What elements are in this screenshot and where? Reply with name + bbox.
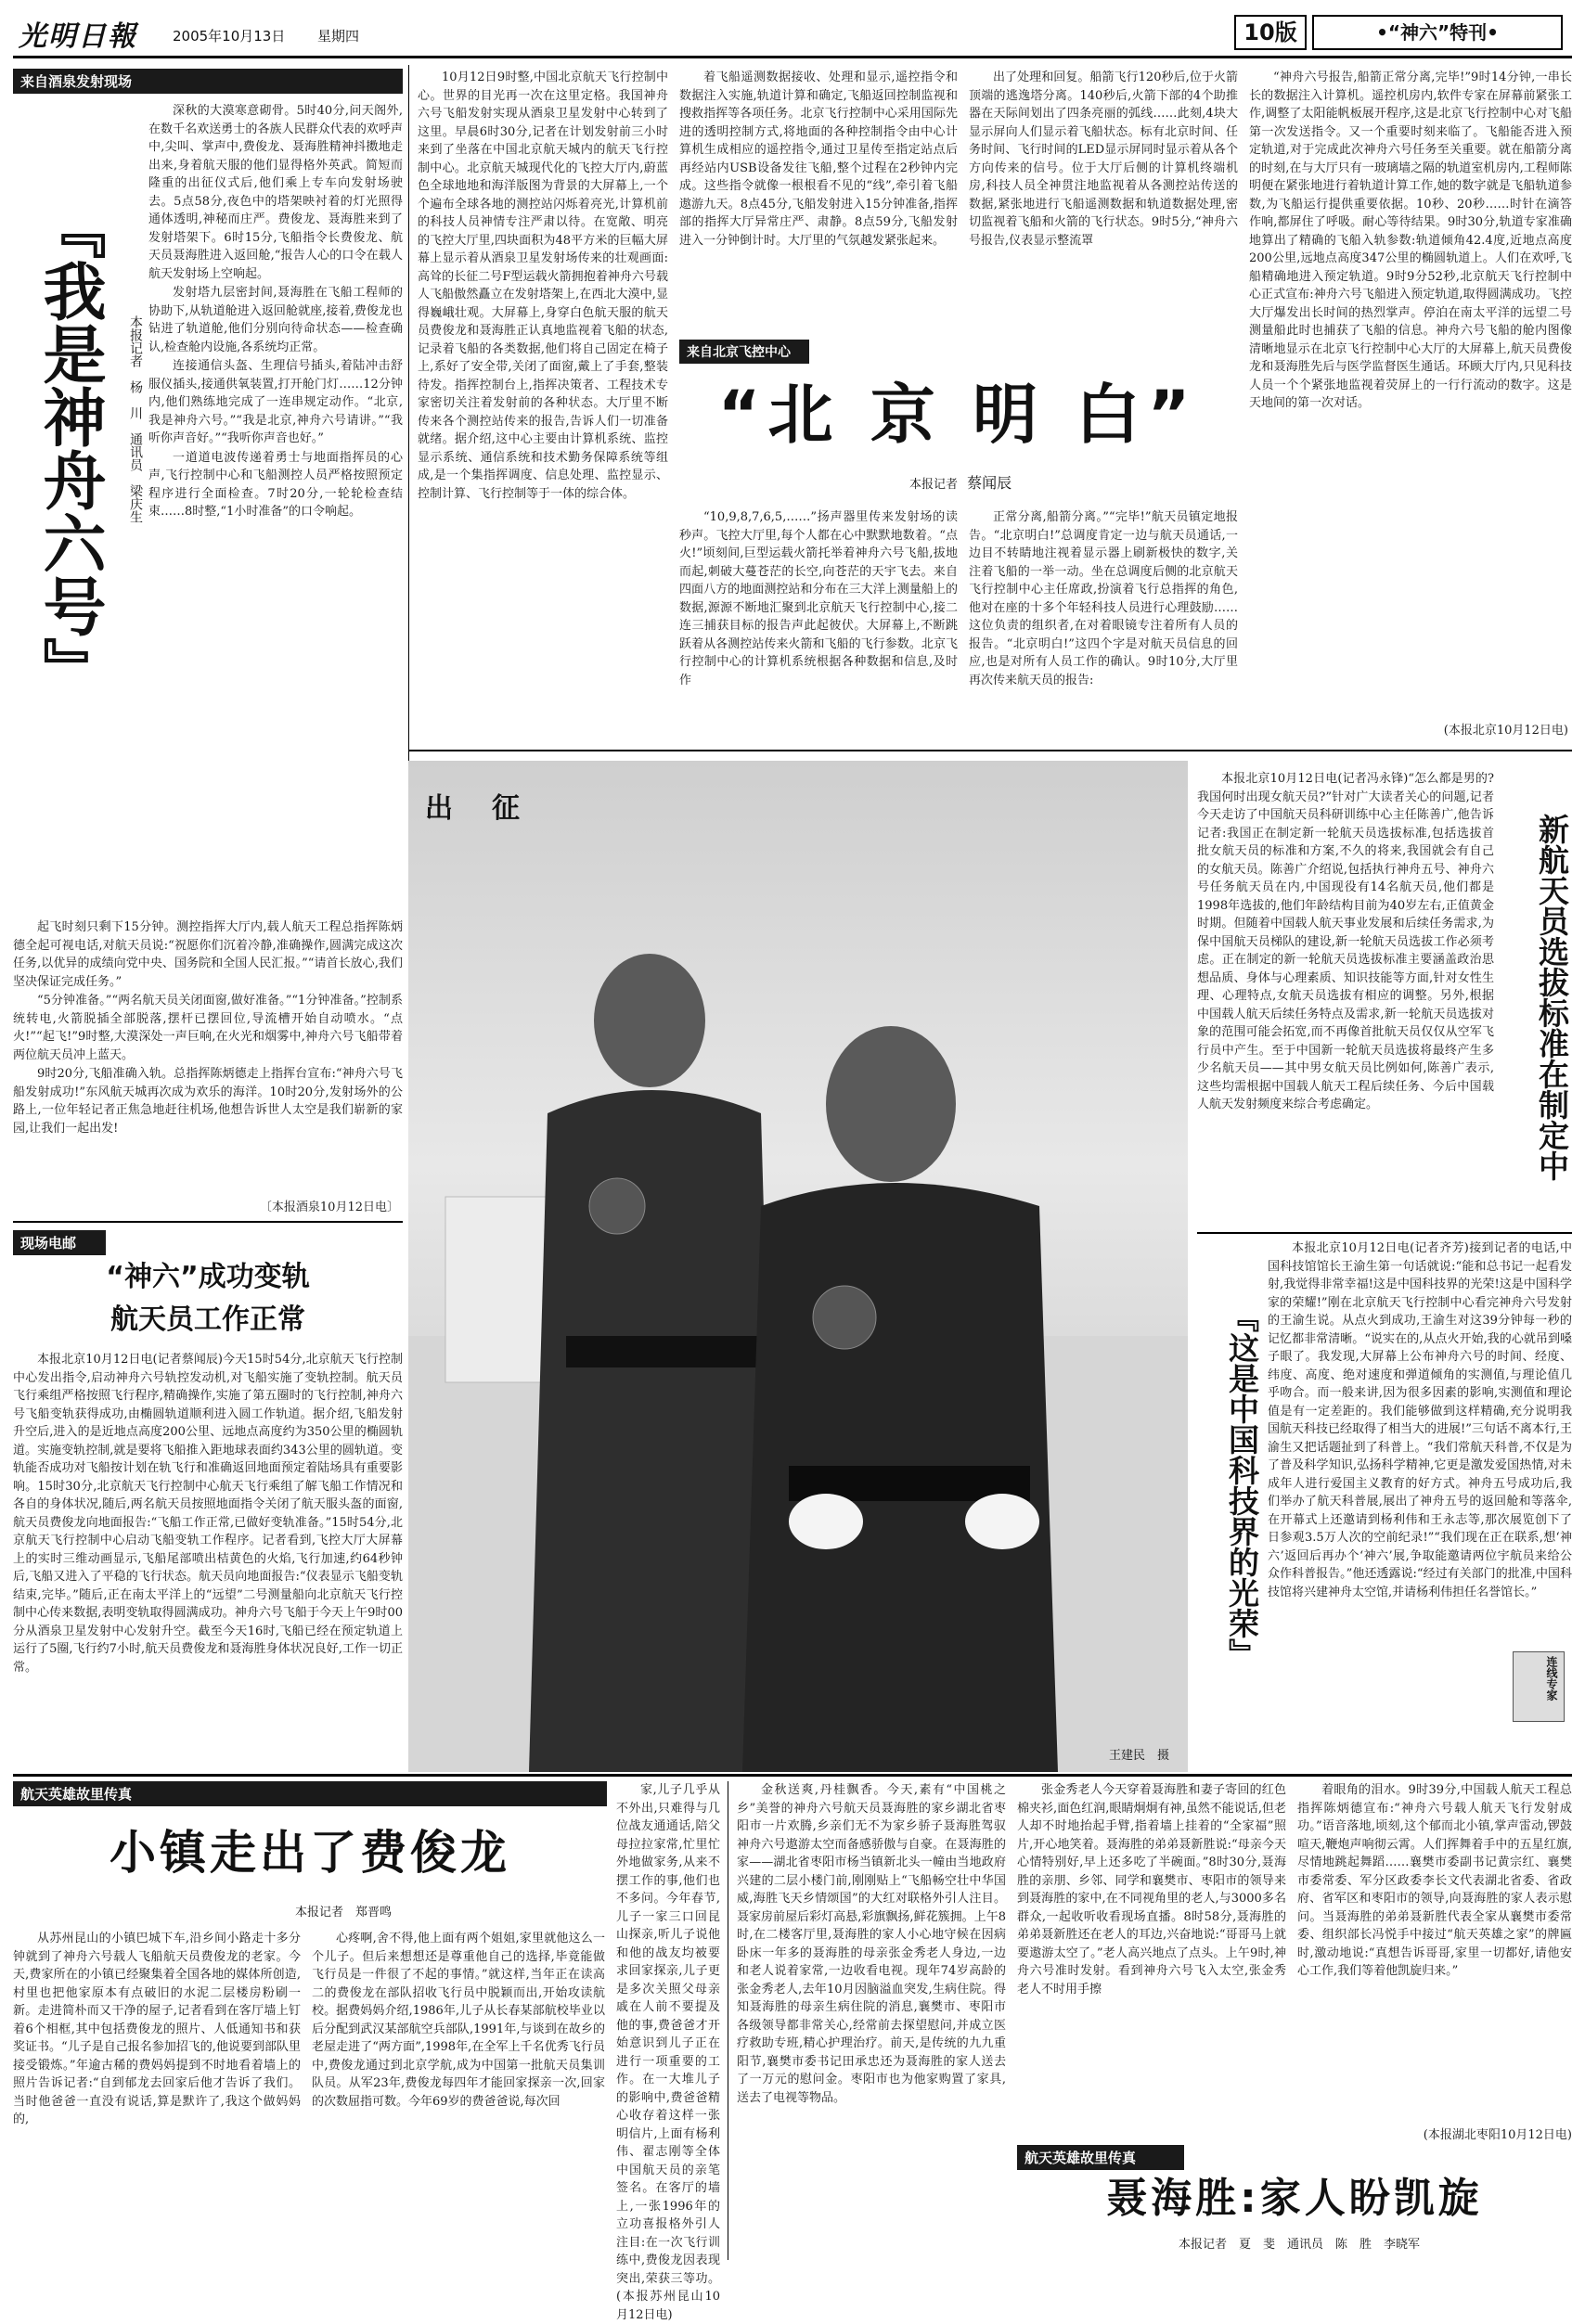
beijing-text-6: “神舟六号报告,船箭正常分离,完毕!”9时14分钟,一串长长的数据注入计算机。遥控机房内,软件专家在屏幕前紧张工作,调整了太阳能帆板展开程序,这是北京飞行控制中心对飞船第一次发送指令。又一个重要时刻来临了。飞船能否进入预定轨道,对于完成此次神舟六号任务至关重要。就在船箭分离的时刻,在与大厅只有一玻璃墙之隔的轨道室机房内,工程师陈明便在紧张地进行着轨道计算工作,她的数字就是飞船轨道参数,为飞船运行提供重要依据。10秒、20秒……时针在滴答作响,都屏住了呼吸。耐心等待结果。9时30分,轨道专家准确地算出了精确的飞船入轨参数:轨道倾角42.4度,近地点高度200公里,远地点高度347公里的椭圆轨道上。人们在欢呼,飞船精确地进入预定轨道。9时9分52秒,北京航天飞行控制中心正式宣布:神舟六号飞船进入预定轨道,取得圆满成功。飞控大厅爆发出长时间的热烈掌声。停泊在南太平洋的远望二号测量船此时也捕获了飞船的信息。神舟六号飞船的舱内图像清晰地显示在北京飞行控制中心大厅的大屏幕上,航天员费俊龙和聂海胜先后与医学监督医生通话。环顾大厅内,只见科技人员一个个紧张地监视着荧屏上的一行行流动的数字。这是天地间的第一次对话。 xyxy=(1249,71,1572,410)
nie-text-3: 着眼角的泪水。9时39分,中国载人航天工程总指挥陈炳德宣布:“神舟六号载人航天飞行发射成功。”语音落地,顷刻,这个郁而北小镇,掌声雷动,锣鼓喧天,鞭炮声响彻云霄。人们挥舞着手中的五星红旗,尽情地跳起舞蹈……襄樊市委副书记黄宗红、襄樊市委常委、军分区政委李长文代表湖北省委、省政府、省军区和枣阳市的领导,向聂海胜的家人表示慰问。当聂海胜的弟弟聂新胜代表全家从襄樊市委常委、组织部长冯悦手中接过“航天英雄之家”的牌匾时,激动地说:“真想告诉哥哥,家里一切都好,请他安心工作,我们等着他凯旋归来。” xyxy=(1297,1783,1572,1978)
nie-col-3 xyxy=(1297,1781,1572,2125)
hero-section-tag: 航天英雄故里传真 xyxy=(13,1781,607,1806)
orbit-headline-1: “神六”成功变轨 xyxy=(106,1261,310,1293)
selection-headline: 新航天员选拔标准在制定中 xyxy=(1534,814,1570,1181)
beijing-col-6 xyxy=(1249,69,1572,718)
orbit-headline-2: 航天员工作正常 xyxy=(110,1303,305,1336)
issue-weekday: 星期四 xyxy=(317,28,360,45)
expert-label: 连线专家 xyxy=(1545,1656,1558,1701)
orbit-section-tag: 现场电邮 xyxy=(13,1230,106,1255)
jiuquan-dateline: 〔本报酒泉10月12日电〕 xyxy=(259,1201,399,1214)
nie-headline: 聂海胜:家人盼凯旋 xyxy=(1106,2175,1483,2222)
photo-credit: 王建民 摄 xyxy=(1108,1749,1169,1763)
jiuquan-body-top xyxy=(148,102,403,918)
nie-col-1 xyxy=(737,1781,1006,2260)
masthead xyxy=(0,0,1585,65)
newspaper-logo: 光明日報 xyxy=(19,20,137,53)
hero-byline: 本报记者 郑晋鸣 xyxy=(294,1906,392,1920)
beijing-text-5: 正常分离,船箭分离。”“完毕!”航天员镇定地报告。“北京明白!”总调度肯定一边与航天员通话,一边目不转睛地注视着显示器上刷新极快的数字,关注着飞船的一举一动。坐在总调度后侧的北京航天飞行控制中心主任席政,扮演着飞行总指挥的角色,他对在座的十多个年轻科技人员进行心理鼓励……这位负责的组织者,在对着眼镜专注着所有人员的报告。“北京明白!”这四个字是对航天员信息的回应,也是对所有人员工作的确认。9时10分,大厅里再次传来航天员的报告: xyxy=(969,510,1238,687)
hero-headline: 小镇走出了费俊龙 xyxy=(110,1826,510,1880)
beijing-col-5 xyxy=(969,508,1238,740)
section-title: •“神六”特刊• xyxy=(1312,15,1563,50)
beijing-col-3 xyxy=(969,69,1238,328)
jiuquan-para-7: 9时20分,飞船准确入轨。总指挥陈炳德走上指挥台宣布:“神舟六号飞船发射成功!”东风航天城再次成为欢乐的海洋。10时20分,发射场外的公路上,一位年轻记者正焦急地赶往机场,他想告诉世人太空是我们崭新的家园,让我们一起出发! xyxy=(13,1067,403,1136)
jiuquan-byline: 本报记者 杨 川 通讯员 梁庆生 xyxy=(128,315,143,523)
expert-text: 本报北京10月12日电(记者齐芳)接到记者的电话,中国科技馆馆长王渝生第一句话就说:“能和总书记一起看发射,我觉得非常幸福!这是中国科技界的光荣!这是中国科学家的荣耀!”刚在北京航天飞行控制中心看完神舟六号发射的王渝生说。从点火到成功,王渝生对这39分钟每一秒的记忆都非常清晰。“说实在的,从点火开始,我的心就吊到嗓子眼了。我发现,大屏幕上公布神舟六号的时间、经度、纬度、高度、绝对速度和弹道倾角的实测值,与理论值几乎吻合。而一般来讲,因为很多因素的影响,实测值和理论值是有一定差距的。我们能够做到这样精确,充分说明我国航天科技已经取得了相当大的进展!”三句话不离本行,王渝生又把话题扯到了科普上。“我们常航天科普,不仅是为了普及科学知识,弘扬科学精神,它更是激发爱国热情,对未成年人进行爱国主义教育的好方式。神舟五号成功后,我们举办了航天科普展,展出了神舟五号的返回舱和等落伞,在开幕式上还邀请到杨利伟和王永志等,那次展览创下了日参观3.5万人次的空前纪录!”“我们现在正在联系,想‘神六’返回后再办个‘神六’展,争取能邀请两位宇航员来给公众作科普报告。”他还透露说:“经过有关部门的批准,中国科技馆将兴建神舟太空馆,并请杨利伟担任名誉馆长。” xyxy=(1268,1241,1573,1599)
masthead-rule xyxy=(13,56,1572,58)
issue-date: 2005年10月13日 xyxy=(173,28,286,45)
beijing-col-4 xyxy=(679,508,958,740)
jiuquan-para-3: 连接通信头盔、生理信号插头,着陆冲击舒服仪插头,接通供氧装置,打开舱门灯……12分钟内,他们熟练地完成了一连串规定动作。“北京,我是神舟六号。”“我是北京,神舟六号请讲。”“我听你声音好。”“我听你声音也好。” xyxy=(148,359,403,445)
hero-text-1: 从苏州昆山的小镇巴城下车,沿乡间小路走十多分钟就到了神舟六号载人飞船航天员费俊龙的老家。今天,费家所在的小镇已经聚集着全国各地的媒体所创造,村里也把他家原本有点破旧的水泥二层楼房粉刷一新。走进简朴而又干净的屋子,记者看到在客厅墙上钉着6个相框,其中包括费俊龙的照片、人低通知书和获奖证书。“儿子是自己报名参加招飞的,他说要到部队里接受锻炼。”年逾古稀的费妈妈提到不时地看着墙上的照片告诉记者:“自到郁龙去回家后他才告诉了我们。当时他爸爸一直没有说话,算是默许了,我这个做妈妈的, xyxy=(13,1932,301,2126)
beijing-col-2 xyxy=(679,69,958,328)
jiuquan-body-bottom xyxy=(13,918,403,1197)
expert-headline: 『这是中国科技界的光荣』 xyxy=(1224,1302,1260,1669)
selection-text: 本报北京10月12日电(记者冯永锋)“怎么都是男的?我国何时出现女航天员?”针对广大读者关心的问题,记者今天走访了中国航天员科研训练中心主任陈善广,他告诉记者:我国正在制定新一轮航天员选拔标准,包括选拔首批女航天员的标准和方案,不久的将来,我国就会有自己的女航天员。陈善广介绍说,包括执行神舟五号、神舟六号任务航天员在内,中国现役有14名航天员,他们都是1998年选拔的,他们年龄结构目前为40岁左右,正值黄金时期。但随着中国载人航天事业发展和后续任务需求,为保中国航天员梯队的建设,新一轮航天员选拔工作必须考虑。正在制定的新一轮航天员选拔标准主要涵盖政治思想品质、身体与心理素质、知识技能等方面,针对女性生理、心理特点,女航天员选拔有相应的调整。另外,根据中国载人航天后续任务特点及需求,新一轮航天员选拔对象的范围可能会拓宽,而不再像首批航天员仅仅从空军飞行员中产生。至于中国新一轮航天员选拔将最终产生多少名航天员——其中男女航天员比例如何,陈善广表示,这些均需根据中国载人航天工程后续任务、今后中国载人航天发射频度来综合考虑确定。 xyxy=(1197,772,1494,1111)
nie-section-tag: 航天英雄故里传真 xyxy=(1017,2145,1184,2170)
hero-col-3 xyxy=(616,1781,720,2322)
beijing-byline-label: 本报记者 xyxy=(909,478,959,492)
nie-text-2: 张金秀老人今天穿着聂海胜和妻子寄回的红色棉夹衫,面色红润,眼睛炯炯有神,虽然不能说话,但老人却不时地抬起手臂,指着墙上挂着的“全家福”照片,开心地笑着。聂海胜的弟弟聂新胜说:“母亲今天心情特别好,早上还多吃了半碗面。”8时30分,聂海胜的亲朋、乡邻、同学和襄樊市、枣阳市的领导来到聂海胜的家中,在不同视角里的老人,与3000多名群众,一起收听收看现场直播。8时58分,聂海胜的弟弟聂新胜还在老人的耳边,兴奋地说:“哥哥马上就要遨游太空了。”老人高兴地点了点头。上午9时,神舟六号准时发射。看到神舟六号飞入太空,张金秀老人不时用手擦 xyxy=(1017,1783,1286,1997)
expert-label-box xyxy=(1513,1651,1565,1722)
jiuquan-para-2: 发射塔九层密封间,聂海胜在飞船工程师的协助下,从轨道舱进入返回舱就座,接着,费俊龙也钻进了轨道舱,他们分别向待命状态——检查确认,检查舱内设施,各系统均正常。 xyxy=(148,286,403,354)
jiuquan-para-4: 一道道电波传递着勇士与地面指挥员的心声,飞行控制中心和飞船测控人员严格按照预定程序进行全面检查。7时20分,一轮轮检查结束……8时整,“1小时准备”的口令响起。 xyxy=(148,450,403,519)
hero-col-1 xyxy=(13,1930,301,2260)
nie-text-1: 金秋送爽,丹桂飘香。今天,素有“中国桃之乡”美誉的神舟六号航天员聂海胜的家乡湖北省枣阳市一片欢腾,乡亲们无不为家乡骄子聂海胜驾驭神舟六号遨游太空而备感骄傲与自豪。在聂海胜的家——湖北省枣阳市杨当镇新北头一幢由当地政府兴建的二层小楼门前,刚刚贴上“飞船畅空壮中华国威,海胜飞天乡情颂国”的大红对联格外引人注目。聂家房前屋后彩灯高悬,彩旗飘扬,鲜花簇拥。上午8时,在二楼客厅里,聂海胜的家人小心地守候在因病卧床一年多的聂海胜的母亲张金秀老人身边,一边和老人说着家常,一边收看电视。现年74岁高龄的张金秀老人,去年10月因脑溢血突发,生病住院。得知聂海胜的母亲生病住院的消息,襄樊市、枣阳市各级领导都非常关心,经常前去探望慰问,并成立医疗救助专班,精心护理治疗。前天,是传统的九九重阳节,襄樊市委书记田承忠还为聂海胜的家人送去了一万元的慰问金。枣阳市也为他家购置了家具,送去了电视等物品。 xyxy=(737,1783,1006,2105)
hero-col-2 xyxy=(312,1930,605,2260)
beijing-headline: “北 京 明 白” xyxy=(717,377,1198,453)
orbit-text: 本报北京10月12日电(记者蔡闻辰)今天15时54分,北京航天飞行控制中心发出指令,启动神舟六号轨控发动机,对飞船实施了变轨控制。航天员飞行乘组严格按照飞行程序,精确操作,实施了第五圈时的飞行控制,神舟六号飞船变轨获得成功,由椭圆轨道顺利进入圆工作轨道。据介绍,飞船发射升空后,进入的是近地点高度200公里、远地点高度约为350公里的椭圆轨道。实施变轨控制,就是要将飞船推入距地球表面约343公里的圆轨道。变轨能否成功对飞船按计划在轨飞行和准确返回地面预定着陆场具有重要影响。15时30分,北京航天飞行控制中心航天飞行乘组了解飞船工作情况和各自的身体状况,随后,两名航天员按照地面指令关闭了航天服头盔的面窗,航天员费俊龙向地面报告:“飞船工作正常,已做好变轨准备。”15时54分,北京航天飞行控制中心启动飞船变轨工作程序。记者看到,飞控大厅大屏幕上的实时三维动画显示,飞船尾部喷出桔黄色的火焰,飞行加速,约64秒钟后,飞船又进入了平稳的飞行状态。航天员向地面报告:“仪表显示飞船变轨结束,完毕。”随后,正在南太平洋上的“远望”二号测量船向北京航天飞行控制中心传来数据,表明变轨取得圆满成功。神舟六号飞船于今天上午9时00分从酒泉卫星发射中心发射升空。截至今天16时,飞船已经在预定轨道上运行了5圈,飞行约7小时,航天员费俊龙和聂海胜身体状况良好,工作一切正常。 xyxy=(13,1353,403,1675)
beijing-byline xyxy=(909,471,1095,493)
orbit-body xyxy=(13,1351,403,1768)
beijing-col-1 xyxy=(418,69,668,737)
orbit-top-rule xyxy=(13,1221,403,1223)
cosmonauts-photo xyxy=(408,761,1188,1772)
beijing-byline-name: 蔡闻辰 xyxy=(967,474,1012,492)
beijing-text-3: 出了处理和回复。船箭飞行120秒后,位于火箭顶端的逃逸塔分离。140秒后,火箭下部的4个助推器在天际间划出了四条亮丽的弧线……此刻,4块大显示屏向人们显示着飞船状态。标有北京时间、任务时间、飞行时间的LED显示屏同时显示着从各个方向传来的信号。位于大厅后侧的计算机终端机房,科技人员全神贯注地监视着从各测控站传送的数据,紧张地进行飞船遥测数据和轨道数据处理,密切监视着飞船和火箭的飞行状态。9时5分,“神舟六号报告,仪表显示整流罩 xyxy=(969,71,1238,248)
cosmonauts-illustration xyxy=(408,761,1188,1772)
beijing-text-1: 10月12日9时整,中国北京航天飞行控制中心。世界的目光再一次在这里定格。我国神舟六号飞船发射实现从酒泉卫星发射中心转到了这里。早晨6时30分,记者在计划发射前三小时来到了坐落在中国北京航天城内的航天飞行控制中心。北京航天城现代化的飞控大厅内,蔚蓝色全球地地和海洋版图为背景的大屏幕上,一个个遍布全球各地的测控站闪烁着亮光,计算机前的科技人员神情专注严肃以待。在宽敞、明亮的飞控大厅里,四块面积为48平方米的巨幅大屏幕上显示着从酒泉卫星发射场传来的壮观画面:高耸的长征二号F型运载火箭拥抱着神舟六号载人飞船傲然矗立在发射塔架上,在西北大漠中,显得巍峨壮观。大屏幕上,身穿白色航天服的航天员费俊龙和聂海胜正认真地监视着飞船的状态,记录着飞船的各类数据,他们将自己固定在椅子上,系好了安全带,关闭了面窗,戴上了手套,整装待发。指挥控制台上,指挥决策者、工程技术专家密切关注着发射前的各种状态。大厅里不断传来各个测控站传来的报告,告诉人们一切准备就绪。据介绍,这中心主要由计算机系统、监控显示系统、通信系统和技术勤务保障系统等组成,是一个集指挥调度、信息处理、监控显示、控制计算、飞行控制等于一体的综合体。 xyxy=(418,71,668,501)
jiuquan-para-1: 深秋的大漠寒意砌骨。5时40分,问天阁外,在数千名欢送勇士的各族人民群众代表的欢呼声中,尖叫、掌声中,费俊龙、聂海胜精神抖擞地走出来,身着航天服的他们显得格外英武。简短而隆重的出征仪式后,他们乘上专车向发射场驶去。5点58分,夜色中的塔架映衬着的灯光照得通体透明,神秘而庄严。费俊龙、聂海胜来到了发射塔架下。6时15分,飞船指令长费俊龙、航天员聂海胜进入返回舱,“报告人心的口令在载人航天发射场上空响起。 xyxy=(148,104,403,281)
selection-body xyxy=(1197,770,1494,1225)
jiuquan-headline: 『我是神舟六号』 xyxy=(32,196,106,700)
selection-bottom-rule xyxy=(1197,1232,1572,1234)
hero-text-2: 心疼啊,舍不得,他上面有两个姐姐,家里就他这么一个儿子。但后来想想还是尊重他自己的选择,毕竟能做飞行员是一件很了不起的事情。”就这样,当年正在读高二的费俊龙在部队招收飞行员中脱颖而出,开始攻读航校。据费妈妈介绍,1986年,儿子从长春某部航校毕业以后分配到武汉某部航空兵部队,1991年,与谈到在故乡的老屋走进了“两方面”,1998年,在全军上千名优秀飞行员中,费俊龙通过到北京学航,成为中国第一批航天员集训队员。从军23年,费俊龙每四年才能回家探亲一次,回家的次数屈指可数。今年69岁的费爸爸说,每次回 xyxy=(312,1932,605,2109)
beijing-bottom-rule xyxy=(408,750,1572,751)
beijing-text-4: “10,9,8,7,6,5,……”扬声器里传来发射场的读秒声。飞控大厅里,每个人都在心中默默地数着。“点火!”顷刻间,巨型运载火箭托举着神舟六号飞船,拔地而起,刺破大蔓苍茫的长空,向苍茫的天宇飞去。来自四面八方的地面测控站和分布在三大洋上测量船上的数据,源源不断地汇聚到北京航天飞行控制中心,接二连三捕获目标的报告声此起彼伏。大屏幕上,不断跳跃着从各测控站传来火箭和飞船的飞行参数。北京飞行控制中心的计算机系统根据各种数据和信息,及时作 xyxy=(679,510,958,687)
nie-byline: 本报记者 夏 斐 通讯员 陈 胜 李晓军 xyxy=(1178,2238,1420,2252)
photo-caption: 出 征 xyxy=(425,792,525,825)
page-number: 10版 xyxy=(1234,15,1307,50)
jiuquan-para-6: “5分钟准备。”“两名航天员关闭面窗,做好准备。”“1分钟准备。”控制系统转电,火箭脱插全部脱落,摆杆已摆回位,导流槽开始自动喷水。“点火!”“起飞!”9时整,大漠深处一声巨响,在火光和烟雾中,神舟六号飞船带着两位航天员冲上蓝天。 xyxy=(13,994,403,1062)
beijing-dateline: (本报北京10月12日电) xyxy=(1443,724,1568,738)
nie-dateline: (本报湖北枣阳10月12日电) xyxy=(1423,2128,1572,2142)
jiuquan-para-5: 起飞时刻只剩下15分钟。测控指挥大厅内,载人航天工程总指挥陈炳德全起可视电话,对航天员说:“祝愿你们沉着冷静,准确操作,圆满完成这次任务,以优异的成绩向党中央、国务院和全国人民汇报。”“请首长放心,我们坚决保证完成任务。” xyxy=(13,920,403,989)
hero-text-3: 家,儿子几乎从不外出,只难得与几位战友通通话,陪父母拉拉家常,忙里忙外地做家务,从来不摆工作的事,他们也不多问。今年春节,儿子一家三口回昆山探亲,听儿子说他和他的战友均被要求回家探亲,儿子更是多次关照父母亲戚在人前不要提及他的事,费爸爸才开始意识到儿子正在进行一项重要的工作。在一大堆儿子的影响中,费爸爸精心收存着这样一张明信片,上面有杨利伟、翟志刚等全体中国航天员的亲笔签名。在客厅的墙上,一张1996年的立功喜报格外引人注目:在一次飞行训练中,费俊龙因表现突出,荣获三等功。(本报苏州昆山10月12日电) xyxy=(616,1783,720,2322)
jiuquan-section-tag: 来自酒泉发射现场 xyxy=(13,69,403,94)
nie-col-2 xyxy=(1017,1781,1286,2139)
bottom-section-rule xyxy=(13,1774,1572,1777)
beijing-text-2: 着飞船遥测数据接收、处理和显示,遥控指令和数据注入实施,轨道计算和确定,飞船返回控制监视和搜救指挥等各项任务。北京飞行控制中心采用国际先进的透明控制方式,将地面的各种控制指令由中心计算机生成相应的遥控指令,通过卫星传至指定站点后再经站内USB设备发往飞船,整个过程在2秒钟内完成。这些指令就像一根根看不见的“线”,牵引着飞船遨游九天。8点45分,飞船发射进入15分钟准备,指挥部的指挥大厅异常庄严、肃静。8点59分,飞船发射进入一分钟倒计时。大厅里的气氛越发紧张起来。 xyxy=(679,71,958,248)
beijing-section-tag: 来自北京飞控中心 xyxy=(679,340,809,364)
